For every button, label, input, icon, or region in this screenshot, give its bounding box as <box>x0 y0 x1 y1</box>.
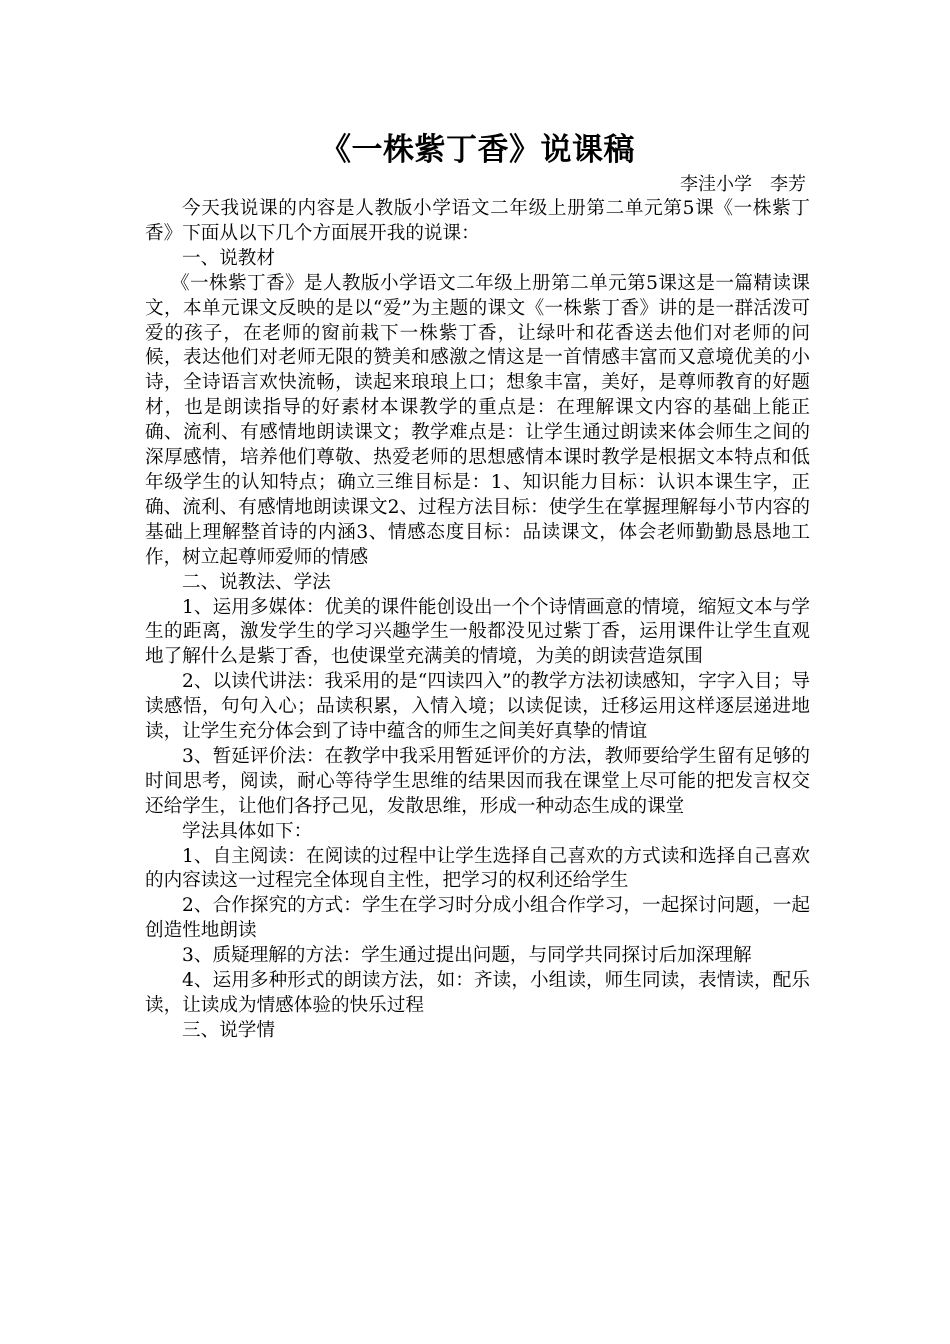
paragraph-learning-intro: 学法具体如下： <box>182 820 313 842</box>
paragraph-method-1: 1、运用多媒体：优美的课件能创设出一个个诗情画意的情境，缩短文本与学生的距离，激发学生的学习兴趣学生一般都没见过紫丁香，运用课件让学生直观地了解什么是紫丁香，也使课堂充满美的情境，为美的朗读营造氛围 <box>145 596 810 668</box>
author-line: 李洼小学 李芳 <box>680 174 806 195</box>
paragraph-intro: 今天我说课的内容是人教版小学语文二年级上册第二单元第5课《一株紫丁香》下面从以下几个方面展开我的说课： <box>145 198 810 244</box>
paragraph-method-2: 2、以读代讲法：我采用的是“四读四入”的教学方法初读感知，字字入目；导读感悟，句句入心；品读积累，入情入境；以读促读，迁移运用这样逐层递进地读，让学生充分体会到了诗中蕴含的师生之间美好真挚的情谊 <box>145 671 810 743</box>
paragraph-learning-3: 3、质疑理解的方法：学生通过提出问题，与同学共同探讨后加深理解 <box>182 945 752 967</box>
paragraph-learning-1: 1、自主阅读：在阅读的过程中让学生选择自己喜欢的方式读和选择自己喜欢的内容读这一过程完全体现自主性，把学习的权利还给学生 <box>145 845 810 892</box>
section-heading-students: 三、说学情 <box>182 1019 275 1041</box>
paragraph-textbook: 《一株紫丁香》是人教版小学语文二年级上册第二单元第5课这是一篇精读课文，本单元课文反映的是以“爱”为主题的课文《一株紫丁香》讲的是一群活泼可爱的孩子，在老师的窗前栽下一株紫丁香，让绿叶和花香送去他们对老师的问候，表达他们对老师无限的赞美和感激之情这是一首情感丰富而又意境优美的小诗，全诗语言欢快流畅，读起来琅琅上口；想象丰富，美好，是尊师教育的好题材，也是朗读指导的好素材本课教学的重点是：在理解课文内容的基础上能正确、流利、有感情地朗读课文；教学难点是：让学生通过朗读来体会师生之间的深厚感情，培养他们尊敬、热爱老师的思想感情本课时教学是根据文本特点和低年级学生的认知特点；确立三维目标是：1、知识能力目标：认识本课生字，正确、流利、有感情地朗读课文2、过程方法目标：使学生在掌握理解每小节内容的基础上理解整首诗的内涵3、情感态度目标：品读课文，体会老师勤勤恳恳地工作，树立起尊师爱师的情感 <box>145 272 810 568</box>
document-page <box>145 128 810 1044</box>
document-body <box>145 197 810 1044</box>
paragraph-method-3: 3、暂延评价法：在教学中我采用暂延评价的方法，教师要给学生留有足够的时间思考，阅读，耐心等待学生思维的结果因而我在课堂上尽可能的把发言权交还给学生，让他们各抒己见，发散思维，形成一种动态生成的课堂 <box>145 745 810 817</box>
section-heading-textbook: 一、说教材 <box>182 247 275 269</box>
paragraph-learning-2: 2、合作探究的方式：学生在学习时分成小组合作学习，一起探讨问题，一起创造性地朗读 <box>145 895 810 942</box>
document-title: 《一株紫丁香》说课稿 <box>320 132 635 168</box>
paragraph-learning-4: 4、运用多种形式的朗读方法，如：齐读，小组读，师生同读，表情读，配乐读，让读成为情感体验的快乐过程 <box>145 970 810 1016</box>
section-heading-methods: 二、说教法、学法 <box>182 571 331 593</box>
